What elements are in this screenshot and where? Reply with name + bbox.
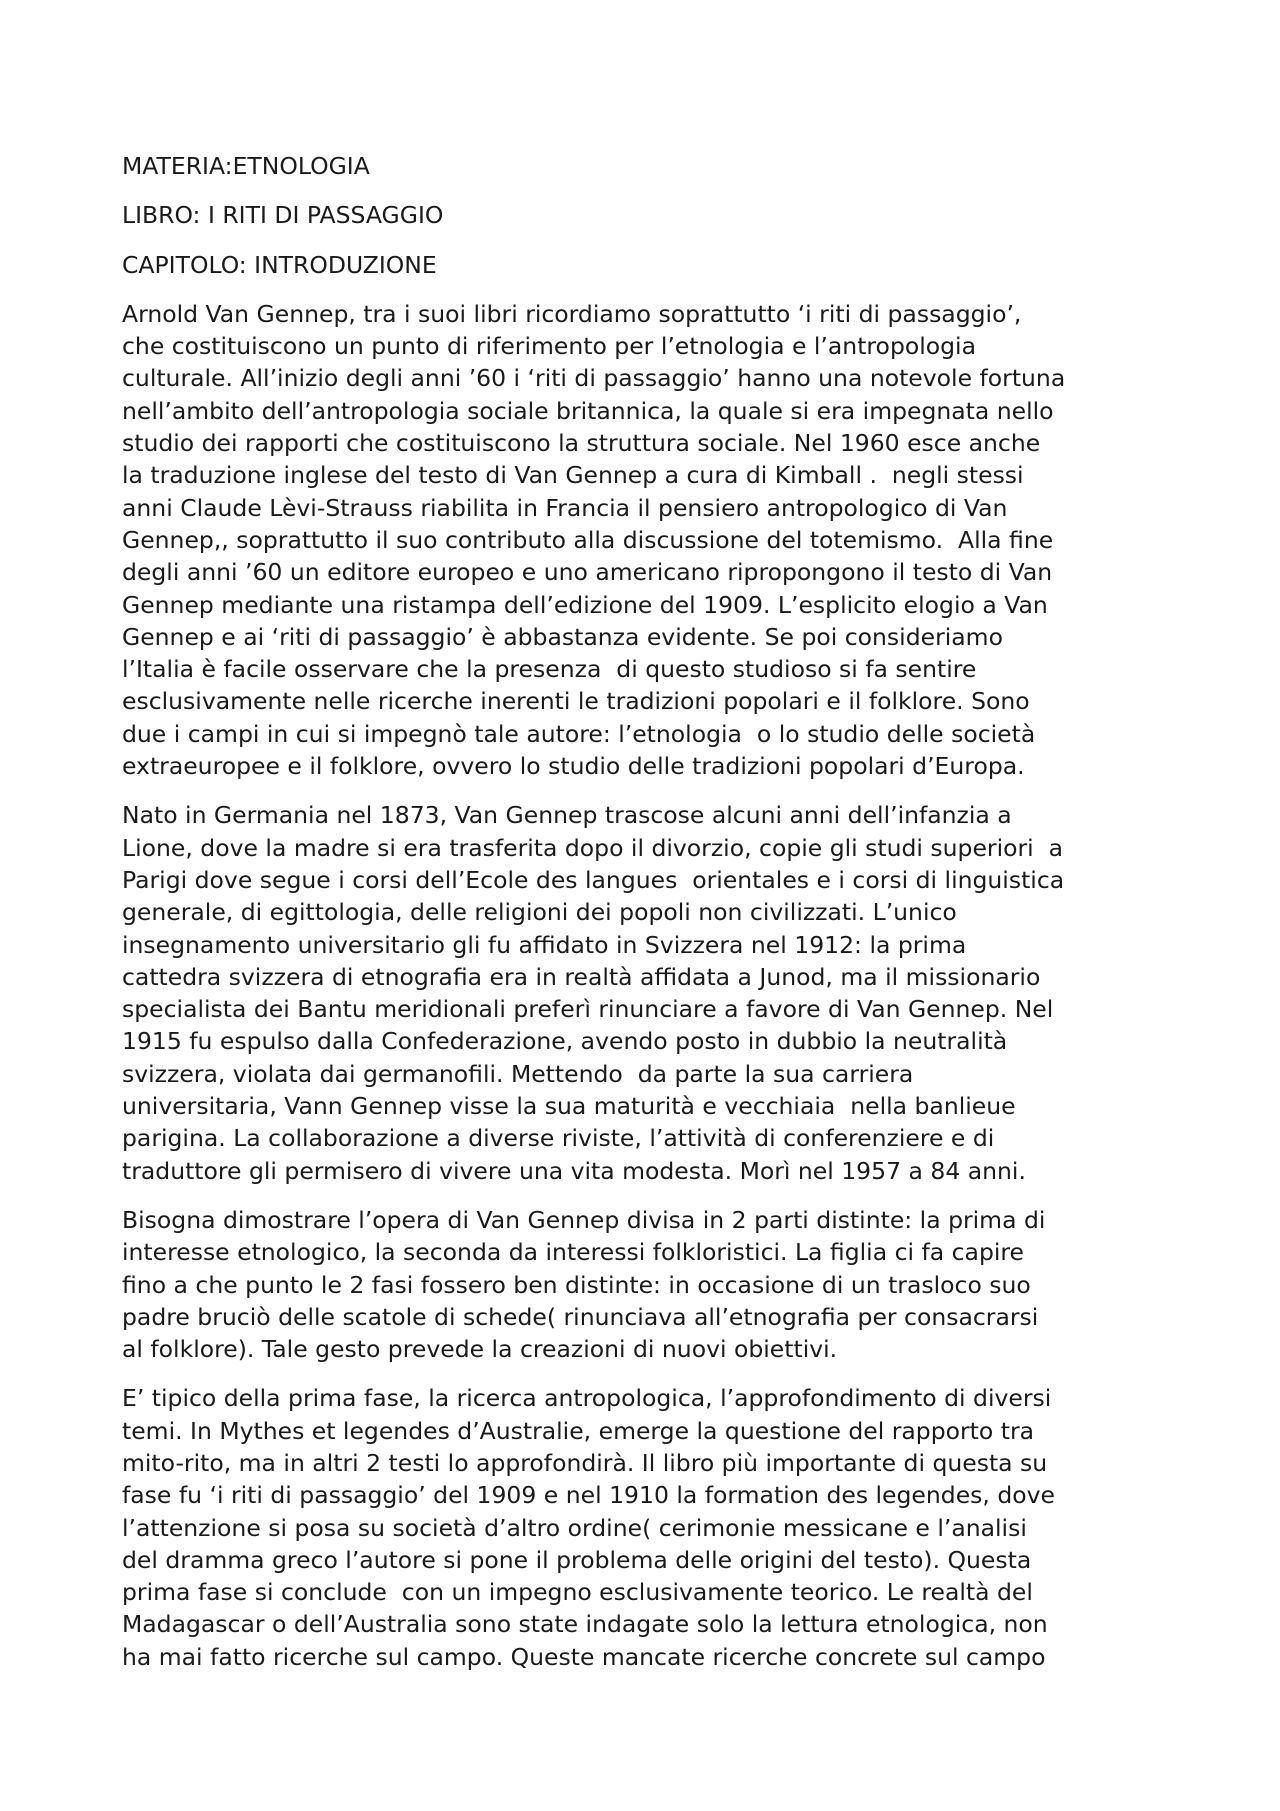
text-line: del dramma greco l’autore si pone il problema delle origini del testo). Questa bbox=[122, 1545, 1032, 1574]
text-line: Arnold Van Gennep, tra i suoi libri ricordiamo soprattutto ‘i riti di passaggio’, bbox=[122, 299, 1022, 328]
text-line: padre bruciò delle scatole di schede( rinunciava all’etnografia per consacrarsi bbox=[122, 1302, 1039, 1331]
text-line: due i campi in cui si impegnò tale autore: l’etnologia o lo studio delle società bbox=[122, 719, 1036, 748]
body-text bbox=[122, 298, 1172, 1673]
paragraph-1 bbox=[122, 298, 1172, 782]
text-line: Gennep,, soprattutto il suo contributo alla discussione del totemismo. Alla fine bbox=[122, 525, 1054, 554]
text-line: Lione, dove la madre si era trasferita dopo il divorzio, copie gli studi superiori a bbox=[122, 833, 1064, 862]
text-line: nell’ambito dell’antropologia sociale britannica, la quale si era impegnata nello bbox=[122, 396, 1054, 425]
chapter-heading: CAPITOLO: INTRODUZIONE bbox=[122, 250, 437, 279]
text-line: insegnamento universitario gli fu affidato in Svizzera nel 1912: la prima bbox=[122, 930, 967, 959]
text-line: studio dei rapporti che costituiscono la struttura sociale. Nel 1960 esce anche bbox=[122, 429, 1041, 458]
text-line: Bisogna dimostrare l’opera di Van Gennep divisa in 2 parti distinte: la prima di bbox=[122, 1205, 1046, 1234]
text-line: interesse etnologico, la seconda da interessi folkloristici. La figlia ci fa capire bbox=[122, 1238, 1025, 1267]
paragraph-4 bbox=[122, 1382, 1172, 1673]
text-line: esclusivamente nelle ricerche inerenti le tradizioni popolari e il folklore. Sono bbox=[122, 687, 1030, 716]
text-line: Nato in Germania nel 1873, Van Gennep trascose alcuni anni dell’infanzia a bbox=[122, 801, 1012, 830]
text-line: temi. In Mythes et legendes d’Australie, emerge la questione del rapporto tra bbox=[122, 1416, 1035, 1445]
text-line: 1915 fu espulso dalla Confederazione, avendo posto in dubbio la neutralità bbox=[122, 1027, 1008, 1056]
book-heading: LIBRO: I RITI DI PASSAGGIO bbox=[122, 201, 444, 230]
text-line: E’ tipico della prima fase, la ricerca antropologica, l’approfondimento di diversi bbox=[122, 1384, 1052, 1413]
text-line: universitaria, Vann Gennep visse la sua maturità e vecchiaia nella banlieue bbox=[122, 1092, 1016, 1121]
text-line: mito-rito, ma in altri 2 testi lo approfondirà. Il libro più importante di questa su bbox=[122, 1448, 1048, 1477]
text-line: Gennep e ai ‘riti di passaggio’ è abbastanza evidente. Se poi consideriamo bbox=[122, 622, 1003, 651]
text-line: specialista dei Bantu meridionali preferì rinunciare a favore di Van Gennep. Nel bbox=[122, 995, 1054, 1024]
document-page bbox=[122, 150, 1172, 1690]
text-line: svizzera, violata dai germanofili. Mettendo da parte la sua carriera bbox=[122, 1059, 914, 1088]
text-line: Madagascar o dell’Australia sono state indagate solo la lettura etnologica, non bbox=[122, 1610, 1048, 1639]
text-line: degli anni ’60 un editore europeo e uno americano ripropongono il testo di Van bbox=[122, 558, 1053, 587]
text-line: Parigi dove segue i corsi dell’Ecole des langues orientales e i corsi di linguistica bbox=[122, 865, 1065, 894]
text-line: traduttore gli permisero di vivere una vita modesta. Morì nel 1957 a 84 anni. bbox=[122, 1156, 1026, 1185]
paragraph-2 bbox=[122, 799, 1172, 1187]
text-line: generale, di egittologia, delle religioni dei popoli non civilizzati. L’unico bbox=[122, 898, 957, 927]
text-line: l’attenzione si posa su società d’altro ordine( cerimonie messicane e l’analisi bbox=[122, 1513, 1027, 1542]
text-line: anni Claude Lèvi-Strauss riabilita in Francia il pensiero antropologico di Van bbox=[122, 493, 1008, 522]
text-line: fino a che punto le 2 fasi fossero ben distinte: in occasione di un trasloco suo bbox=[122, 1270, 1031, 1299]
text-line: extraeuropee e il folklore, ovvero lo studio delle tradizioni popolari d’Europa. bbox=[122, 752, 1025, 781]
text-line: fase fu ‘i riti di passaggio’ del 1909 e nel 1910 la formation des legendes, dove bbox=[122, 1481, 1056, 1510]
text-line: l’Italia è facile osservare che la presenza di questo studioso si fa sentire bbox=[122, 655, 977, 684]
text-line: la traduzione inglese del testo di Van Gennep a cura di Kimball . negli stessi bbox=[122, 461, 1024, 490]
text-line: culturale. All’inizio degli anni ’60 i ‘riti di passaggio’ hanno una notevole fortuna bbox=[122, 364, 1066, 393]
text-line: Gennep mediante una ristampa dell’edizione del 1909. L’esplicito elogio a Van bbox=[122, 590, 1048, 619]
text-line: prima fase si conclude con un impegno esclusivamente teorico. Le realtà del bbox=[122, 1578, 1033, 1607]
paragraph-3 bbox=[122, 1204, 1172, 1365]
subject-heading: MATERIA:ETNOLOGIA bbox=[122, 152, 370, 180]
text-line: cattedra svizzera di etnografia era in realtà affidata a Junod, ma il missionario bbox=[122, 962, 1041, 991]
text-line: al folklore). Tale gesto prevede la creazioni di nuovi obiettivi. bbox=[122, 1335, 838, 1364]
text-line: che costituiscono un punto di riferimento per l’etnologia e l’antropologia bbox=[122, 332, 976, 361]
text-line: ha mai fatto ricerche sul campo. Queste mancate ricerche concrete sul campo bbox=[122, 1642, 1046, 1671]
text-line: parigina. La collaborazione a diverse riviste, l’attività di conferenziere e di bbox=[122, 1124, 995, 1153]
